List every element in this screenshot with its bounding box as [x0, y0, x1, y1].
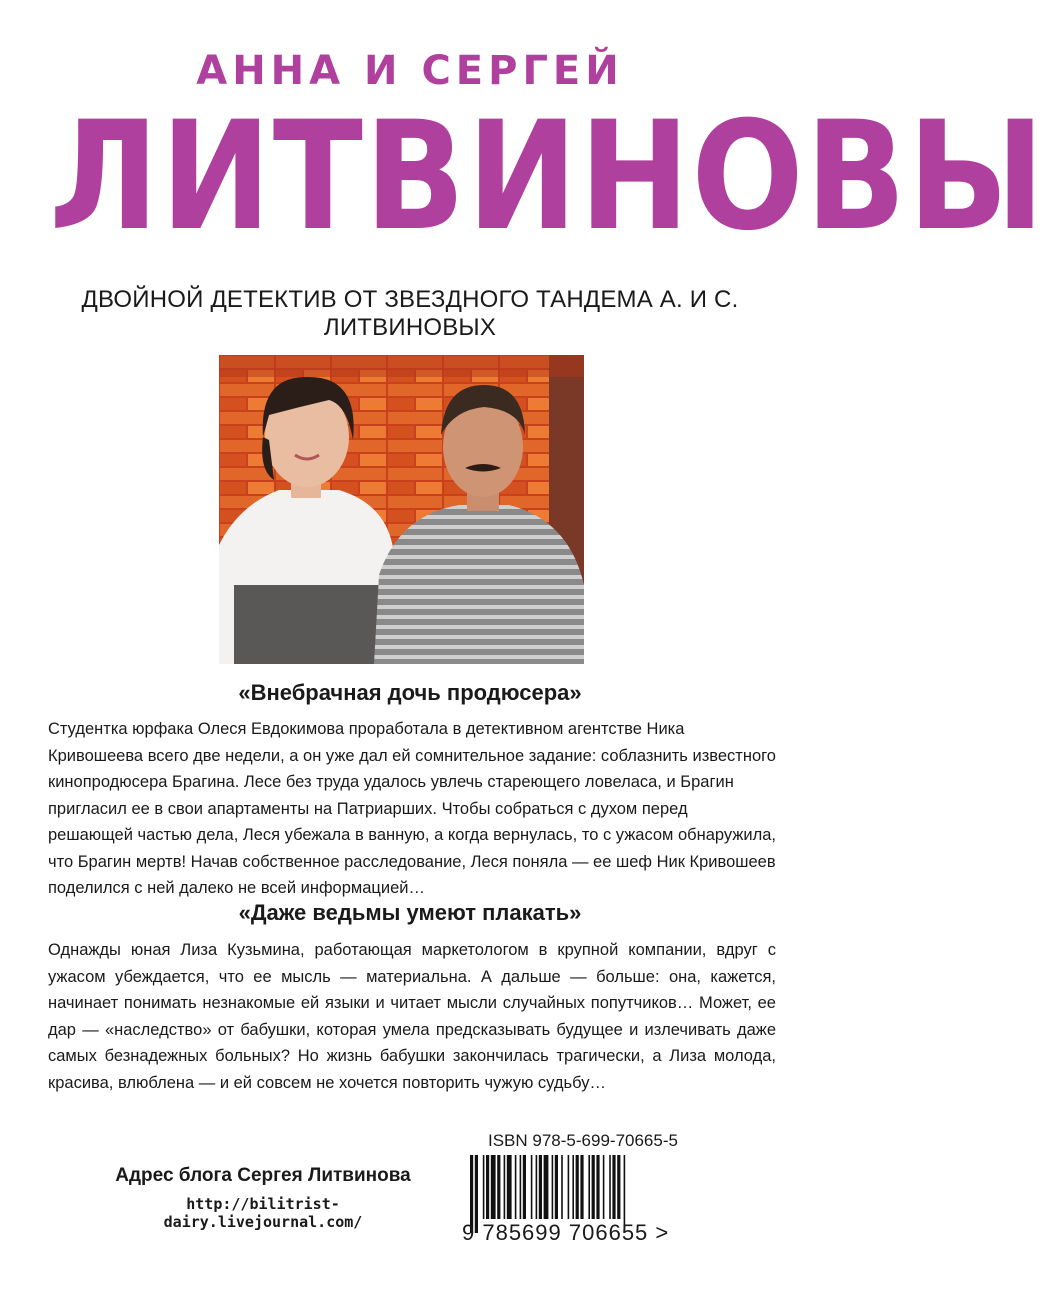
book-description-2: Однажды юная Лиза Кузьмина, работающая маркетологом в крупной компании, вдруг с ужасом убеждается, что ее мысль — материальна. А дальше — больше: она, кажется, начинает понимать незнакомые ей языки и читает мысли случайных попутчиков… Может, ее дар — «наследство» от бабушки, которая умела предсказывать будущее и излечивать даже самых безнадежных больных? Но жизнь бабушки закончилась трагически, а Лиза молода, красива, влюблена — и ей совсем не хочется повторить чужую судьбу… — [48, 941, 776, 1092]
author-surname: ЛИТВИНОВЫ — [49, 90, 1046, 264]
author-first-names: АННА И СЕРГЕЙ — [196, 48, 624, 94]
series-tagline: ДВОЙНОЙ ДЕТЕКТИВ ОТ ЗВЕЗДНОГО ТАНДЕМА А. И С. ЛИТВИНОВЫХ — [81, 286, 739, 341]
book-description-1: Студентка юрфака Олеся Евдокимова проработала в детективном агентстве Ника Кривошеева всего две недели, а он уже дал ей сомнительное задание: соблазнить известного кинопродюсера Брагина. Лесе без труда удалось увлечь стареющего ловеласа, и Брагин пригласил ее в свои апартаменты на Патриарших. Чтобы собраться с духом перед решающей частью дела, Леся убежала в ванную, а когда вернулась, то с ужасом обнаружила, что Брагин мертв! Начав собственное расследование, Леся поняла — ее шеф Ник Кривошеев поделился с ней далеко не всей информацией… — [48, 720, 776, 897]
book-title-1: «Внебрачная дочь продюсера» — [238, 680, 582, 705]
blog-label: Адрес блога Сергея Литвинова — [115, 1165, 411, 1186]
blog-url[interactable]: http://bilitrist-dairy.livejournal.com/ — [163, 1195, 363, 1231]
book-title-2: «Даже ведьмы умеют плакать» — [238, 900, 582, 925]
isbn-label: ISBN 978-5-699-70665-5 — [488, 1131, 678, 1150]
ean-digits: 9 785699 706655 > — [462, 1220, 670, 1245]
authors-photo — [219, 355, 584, 664]
